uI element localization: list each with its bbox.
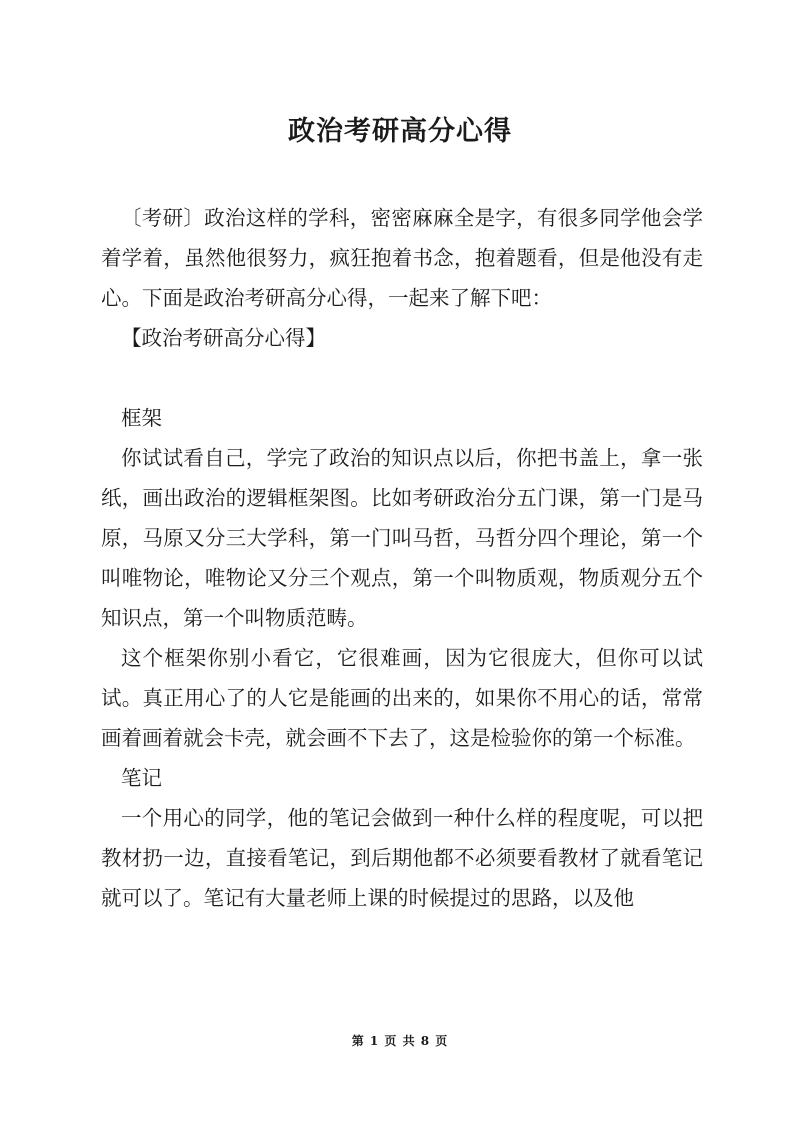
page-number-footer: 第 1 页 共 8 页 (351, 1034, 449, 1048)
framework-paragraph-2: 这个框架你别小看它，它很难画，因为它很庞大，但你可以试试。真正用心了的人它是能画的出来的，如果你不用心的话，常常画着画着就会卡壳，就会画不下去了，这是检验你的第一个标准。 (101, 646, 703, 750)
blank-line (101, 358, 703, 398)
framework-paragraph-1: 你试试看自己，学完了政治的知识点以后，你把书盖上，拿一张纸，画出政治的逻辑框架图。比如考研政治分五门课，第一门是马原，马原又分三大学科，第一门叫马哲，马哲分四个理论，第一个叫唯物论，唯物论又分三个观点，第一个叫物质观，物质观分五个知识点，第一个叫物质范畴。 (101, 446, 703, 630)
section-heading-framework: 框架 (121, 406, 162, 430)
section-heading-notes: 笔记 (121, 766, 162, 790)
notes-paragraph-1: 一个用心的同学，他的笔记会做到一种什么样的程度呢，可以把教材扔一边，直接看笔记，到后期他都不必须要看教材了就看笔记就可以了。笔记有大量老师上课的时候提过的思路，以及他 (101, 806, 703, 910)
bracket-heading: 【政治考研高分心得】 (121, 326, 326, 350)
document-body (101, 198, 703, 918)
intro-paragraph: 〔考研〕政治这样的学科，密密麻麻全是字，有很多同学他会学着学着，虽然他很努力，疯狂抱着书念，抱着题看，但是他没有走心。下面是政治考研高分心得，一起来了解下吧： (101, 206, 703, 310)
document-title: 政治考研高分心得 (288, 116, 512, 147)
